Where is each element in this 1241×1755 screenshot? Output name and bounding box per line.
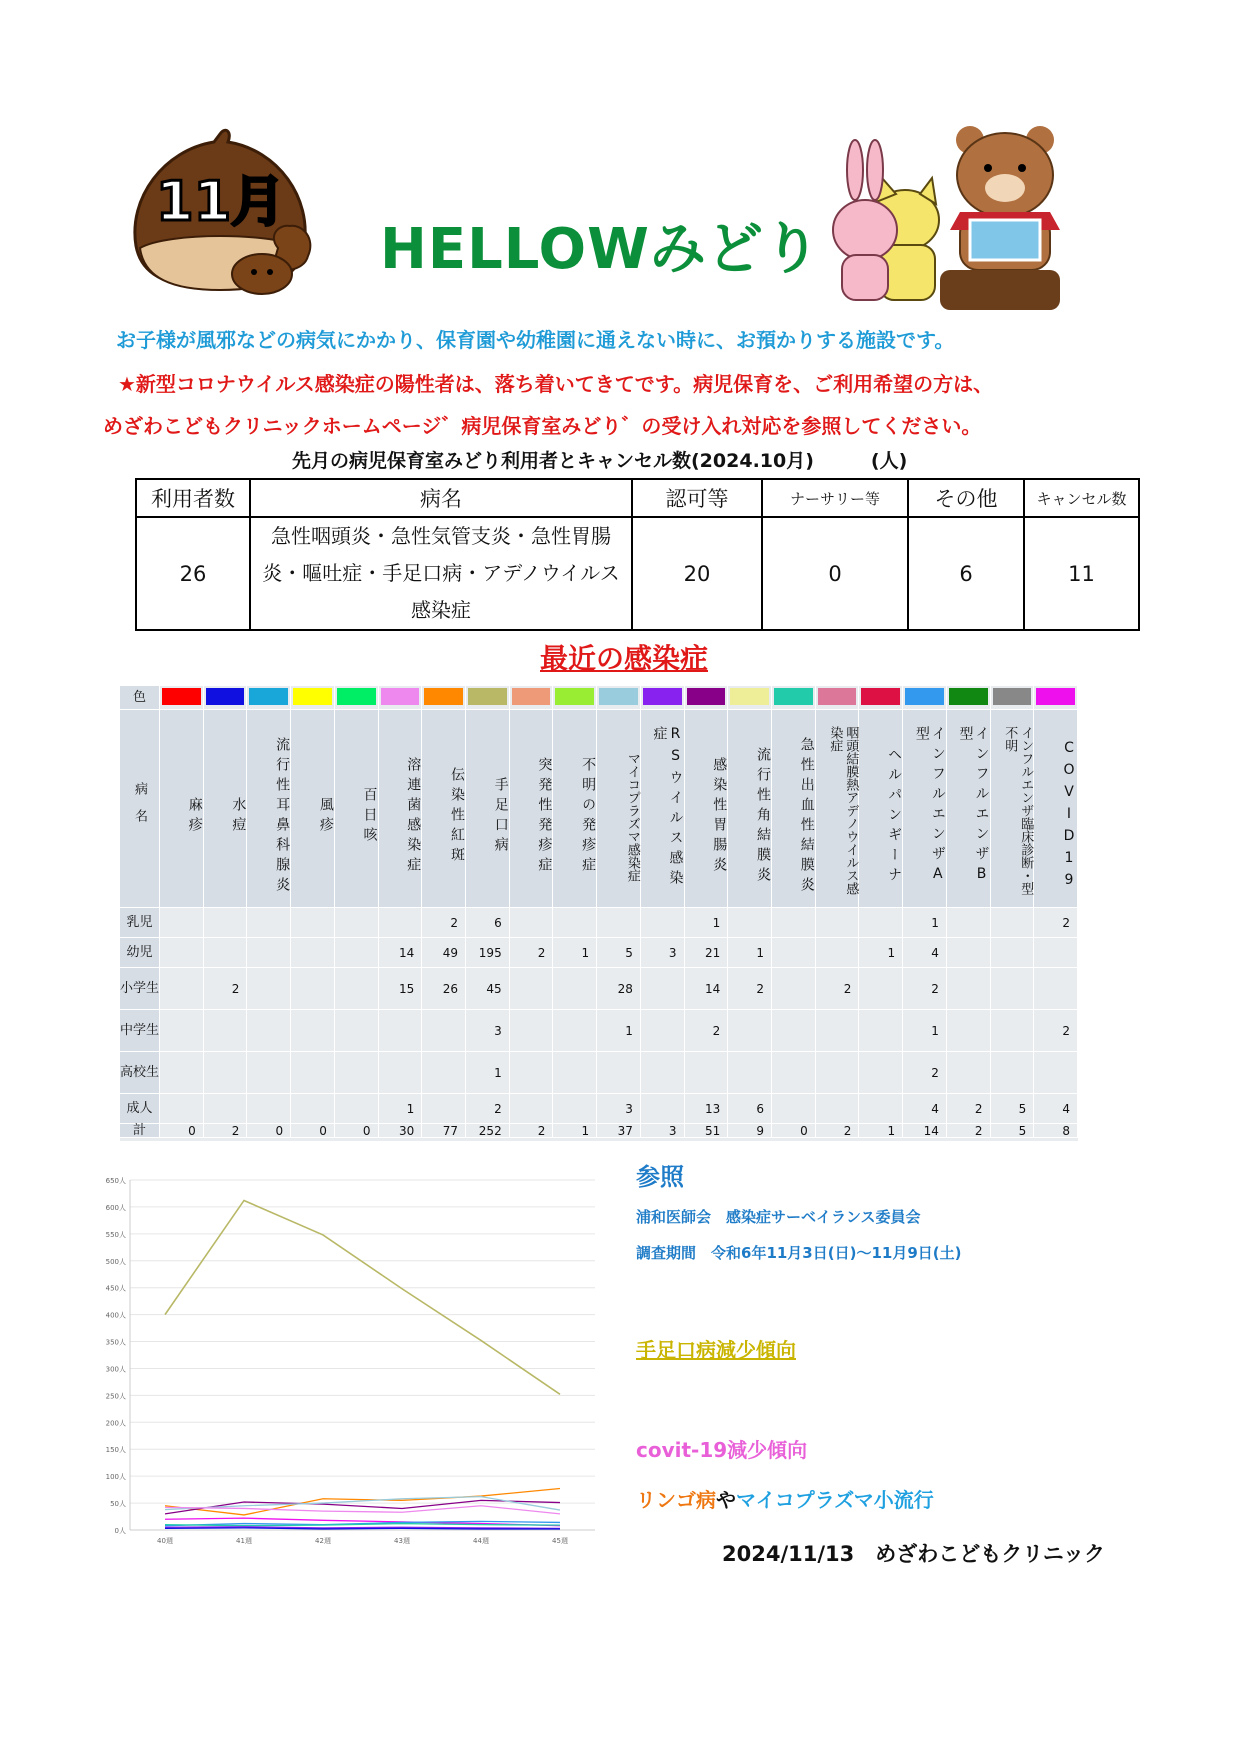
count-cell: 15	[379, 968, 423, 1010]
header-licensed: 認可等	[632, 479, 762, 517]
notice-facility: お子様が風邪などの病気にかかり、保育園や幼稚園に通えない時に、お預かりする施設です。	[116, 328, 955, 352]
age-group-label: 高校生	[120, 1052, 160, 1094]
swatch-fill	[468, 688, 507, 705]
count-cell: 1	[553, 1124, 597, 1138]
color-swatch	[772, 686, 816, 710]
count-cell: 5	[597, 938, 641, 968]
count-cell: 2	[1034, 1010, 1078, 1052]
count-cell: 2	[728, 968, 772, 1010]
disease-name: ヘルパンギーナ	[859, 710, 903, 908]
stats-title: 先月の病児保育室みどり利用者とキャンセル数(2024.10月) (人)	[292, 450, 908, 472]
disease-name: 突発性発疹症	[510, 710, 554, 908]
count-cell	[379, 908, 423, 938]
age-group-label: 幼児	[120, 938, 160, 968]
color-swatch	[510, 686, 554, 710]
count-cell	[422, 1052, 466, 1094]
count-cell	[247, 1094, 291, 1124]
count-cell	[160, 938, 204, 968]
disease-name: 急性出血性結膜炎	[772, 710, 816, 908]
count-cell	[641, 1094, 685, 1124]
count-cell	[204, 1094, 248, 1124]
month-badge: 11月	[156, 170, 286, 233]
count-cell	[859, 1010, 903, 1052]
disease-name: マイコプラズマ感染症	[597, 710, 641, 908]
trend-chart	[95, 1170, 605, 1560]
swatch-fill	[424, 688, 463, 705]
count-cell: 2	[1034, 908, 1078, 938]
count-cell: 1	[597, 1010, 641, 1052]
count-cell	[1034, 1052, 1078, 1094]
count-cell	[291, 1094, 335, 1124]
count-cell: 1	[903, 1010, 947, 1052]
count-cell	[991, 908, 1035, 938]
count-cell	[247, 938, 291, 968]
y-tick-label: 100人	[105, 1473, 126, 1482]
y-tick-label: 650人	[105, 1177, 126, 1185]
disease-name: 伝染性紅斑	[422, 710, 466, 908]
count-cell	[510, 1052, 554, 1094]
count-cell: 1	[859, 1124, 903, 1138]
count-cell: 1	[379, 1094, 423, 1124]
x-tick-label: 45週	[552, 1537, 568, 1545]
age-group-label: 小学生	[120, 968, 160, 1010]
count-cell	[991, 1010, 1035, 1052]
count-cell: 0	[335, 1124, 379, 1138]
disease-name: 流行性角結膜炎	[728, 710, 772, 908]
count-cell	[160, 908, 204, 938]
count-cell: 2	[903, 1052, 947, 1094]
disease-name: 手足口病	[466, 710, 510, 908]
color-swatch	[991, 686, 1035, 710]
swatch-fill	[599, 688, 638, 705]
y-tick-label: 500人	[105, 1257, 126, 1266]
nursery-count: 0	[762, 517, 908, 630]
count-cell: 252	[466, 1124, 510, 1138]
count-cell	[816, 938, 860, 968]
swatch-fill	[643, 688, 682, 705]
y-tick-label: 0人	[114, 1527, 126, 1535]
count-cell	[160, 1052, 204, 1094]
count-cell	[553, 1052, 597, 1094]
infection-grid	[120, 686, 1078, 1141]
count-cell	[772, 1010, 816, 1052]
y-tick-label: 550人	[105, 1230, 126, 1239]
count-cell	[641, 1010, 685, 1052]
count-cell	[859, 1052, 903, 1094]
count-cell: 0	[291, 1124, 335, 1138]
swatch-fill	[249, 688, 288, 705]
count-cell	[247, 968, 291, 1010]
count-cell	[816, 1010, 860, 1052]
swatch-fill	[206, 688, 245, 705]
count-cell	[991, 938, 1035, 968]
trend-covid: covit-19減少傾向	[636, 1438, 808, 1462]
color-swatch	[466, 686, 510, 710]
count-cell: 3	[466, 1010, 510, 1052]
series-line	[165, 1200, 560, 1394]
count-cell	[641, 1052, 685, 1094]
disease-name: 百日咳	[335, 710, 379, 908]
count-cell	[291, 1052, 335, 1094]
trend-apple-myco	[636, 1484, 934, 1513]
trend-myco: マイコプラズマ小流行	[736, 1488, 934, 1512]
count-cell	[641, 908, 685, 938]
reference-source: 浦和医師会 感染症サーベイランス委員会	[636, 1208, 921, 1226]
count-cell	[422, 1010, 466, 1052]
count-cell: 45	[466, 968, 510, 1010]
color-swatch	[947, 686, 991, 710]
disease-name: 咽頭結膜熱アデノウイルス感染症	[816, 710, 860, 908]
age-group-label: 乳児	[120, 908, 160, 938]
count-cell: 28	[597, 968, 641, 1010]
disease-name: インフルエンザA型	[903, 710, 947, 908]
x-tick-label: 43週	[394, 1537, 410, 1545]
swatch-fill	[337, 688, 376, 705]
count-cell: 1	[553, 938, 597, 968]
count-cell	[597, 1052, 641, 1094]
swatch-fill	[949, 688, 988, 705]
count-cell	[160, 968, 204, 1010]
count-cell	[728, 1052, 772, 1094]
count-cell	[947, 968, 991, 1010]
count-cell	[553, 1010, 597, 1052]
count-cell	[204, 908, 248, 938]
count-cell	[204, 1010, 248, 1052]
count-cell	[728, 908, 772, 938]
swatch-fill	[555, 688, 594, 705]
count-cell: 2	[510, 938, 554, 968]
count-cell: 5	[991, 1124, 1035, 1138]
color-swatch	[204, 686, 248, 710]
count-cell: 2	[204, 968, 248, 1010]
cancel-count: 11	[1024, 517, 1139, 630]
count-cell	[772, 938, 816, 968]
count-cell	[553, 1094, 597, 1124]
swatch-fill	[162, 688, 201, 705]
disease-name: 溶連菌感染症	[379, 710, 423, 908]
y-tick-label: 200人	[105, 1419, 126, 1428]
reference-heading: 参照	[636, 1163, 684, 1191]
count-cell: 2	[685, 1010, 729, 1052]
count-cell: 3	[597, 1094, 641, 1124]
y-tick-label: 150人	[105, 1446, 126, 1455]
count-cell: 4	[1034, 1094, 1078, 1124]
age-group-label: 中学生	[120, 1010, 160, 1052]
count-cell: 6	[728, 1094, 772, 1124]
color-swatch	[641, 686, 685, 710]
count-cell	[947, 908, 991, 938]
age-group-label: 計	[120, 1124, 160, 1138]
count-cell: 0	[772, 1124, 816, 1138]
count-cell	[335, 968, 379, 1010]
color-swatch	[903, 686, 947, 710]
count-cell	[160, 1094, 204, 1124]
color-swatch	[291, 686, 335, 710]
swatch-fill	[861, 688, 900, 705]
count-cell	[422, 1094, 466, 1124]
color-swatch	[859, 686, 903, 710]
color-swatch	[160, 686, 204, 710]
count-cell: 6	[466, 908, 510, 938]
count-cell	[728, 1010, 772, 1052]
header-disease: 病名	[250, 479, 632, 517]
color-swatch	[597, 686, 641, 710]
count-cell: 3	[641, 1124, 685, 1138]
count-cell	[816, 908, 860, 938]
notice-covid: ★新型コロナウイルス感染症の陽性者は、落ち着いてきてです。病児保育を、ご利用希望の方は、	[118, 372, 994, 396]
header-cancel: キャンセル数	[1024, 479, 1139, 517]
count-cell	[553, 968, 597, 1010]
y-tick-label: 300人	[105, 1365, 126, 1374]
y-tick-label: 600人	[105, 1203, 126, 1212]
chestnut-illustration	[128, 128, 316, 300]
count-cell	[1034, 968, 1078, 1010]
count-cell: 2	[510, 1124, 554, 1138]
count-cell: 37	[597, 1124, 641, 1138]
x-tick-label: 42週	[315, 1537, 331, 1545]
count-cell: 14	[379, 938, 423, 968]
count-cell: 14	[903, 1124, 947, 1138]
swatch-fill	[905, 688, 944, 705]
header-other: その他	[908, 479, 1024, 517]
count-cell	[510, 968, 554, 1010]
series-line	[165, 1489, 560, 1515]
disease-name: 感染性胃腸炎	[685, 710, 729, 908]
x-tick-label: 40週	[157, 1537, 173, 1545]
count-cell: 49	[422, 938, 466, 968]
count-cell	[204, 938, 248, 968]
count-cell: 2	[422, 908, 466, 938]
x-tick-label: 41週	[236, 1537, 252, 1545]
count-cell: 13	[685, 1094, 729, 1124]
reference-period: 調査期間 令和6年11月3日(日)～11月9日(土)	[636, 1244, 962, 1262]
count-cell	[947, 1052, 991, 1094]
color-swatch	[335, 686, 379, 710]
swatch-fill	[512, 688, 551, 705]
disease-name: 風疹	[291, 710, 335, 908]
count-cell: 26	[422, 968, 466, 1010]
count-cell	[335, 1094, 379, 1124]
newsletter-title: HELLOWみどり	[380, 217, 821, 282]
count-cell	[816, 1052, 860, 1094]
disease-name: 流行性耳鼻科腺炎	[247, 710, 291, 908]
count-cell	[641, 968, 685, 1010]
color-swatch	[1034, 686, 1078, 710]
count-cell	[772, 968, 816, 1010]
disease-name: 麻疹	[160, 710, 204, 908]
y-tick-label: 350人	[105, 1338, 126, 1347]
count-cell: 4	[903, 1094, 947, 1124]
trend-apple: リンゴ病	[636, 1488, 716, 1512]
count-cell: 1	[466, 1052, 510, 1094]
count-cell: 2	[903, 968, 947, 1010]
swatch-fill	[293, 688, 332, 705]
count-cell: 30	[379, 1124, 423, 1138]
count-cell	[247, 1052, 291, 1094]
count-cell: 195	[466, 938, 510, 968]
count-cell	[991, 968, 1035, 1010]
count-cell: 1	[859, 938, 903, 968]
y-tick-label: 50人	[110, 1500, 126, 1509]
count-cell	[1034, 938, 1078, 968]
recent-infections-title: 最近の感染症	[540, 642, 709, 675]
swatch-fill	[1036, 688, 1075, 705]
count-cell: 8	[1034, 1124, 1078, 1138]
count-cell	[291, 908, 335, 938]
count-cell	[947, 938, 991, 968]
users-count: 26	[136, 517, 250, 630]
count-cell	[335, 1010, 379, 1052]
footer-date-clinic: 2024/11/13 めざわこどもクリニック	[722, 1542, 1105, 1566]
swatch-fill	[381, 688, 420, 705]
count-cell	[335, 908, 379, 938]
color-swatch	[379, 686, 423, 710]
swatch-fill	[730, 688, 769, 705]
count-cell	[335, 1052, 379, 1094]
count-cell	[772, 1052, 816, 1094]
count-cell	[772, 1094, 816, 1124]
licensed-count: 20	[632, 517, 762, 630]
count-cell: 2	[947, 1124, 991, 1138]
count-cell	[597, 908, 641, 938]
count-cell	[291, 1010, 335, 1052]
color-swatch	[728, 686, 772, 710]
count-cell: 2	[466, 1094, 510, 1124]
disease-list: 急性咽頭炎・急性気管支炎・急性胃腸炎・嘔吐症・手足口病・アデノウイルス感染症	[250, 517, 632, 630]
count-cell: 1	[728, 938, 772, 968]
trend-ya: や	[716, 1488, 736, 1512]
age-group-label: 成人	[120, 1094, 160, 1124]
other-count: 6	[908, 517, 1024, 630]
count-cell	[859, 908, 903, 938]
count-cell	[291, 968, 335, 1010]
count-cell: 0	[247, 1124, 291, 1138]
count-cell: 9	[728, 1124, 772, 1138]
swatch-fill	[774, 688, 813, 705]
disease-name: RSウイルス感染症	[641, 710, 685, 908]
disease-name: 水痘	[204, 710, 248, 908]
header-users: 利用者数	[136, 479, 250, 517]
count-cell: 51	[685, 1124, 729, 1138]
swatch-fill	[993, 688, 1032, 705]
count-cell	[291, 938, 335, 968]
count-cell: 1	[903, 908, 947, 938]
animals-illustration	[820, 120, 1090, 320]
x-tick-label: 44週	[473, 1537, 489, 1545]
color-swatch	[553, 686, 597, 710]
count-cell: 2	[947, 1094, 991, 1124]
y-tick-label: 450人	[105, 1284, 126, 1293]
count-cell: 2	[816, 1124, 860, 1138]
count-cell	[160, 1010, 204, 1052]
count-cell: 0	[160, 1124, 204, 1138]
count-cell: 2	[816, 968, 860, 1010]
count-cell	[553, 908, 597, 938]
color-swatch	[685, 686, 729, 710]
count-cell	[772, 908, 816, 938]
disease-name: COVID19	[1034, 710, 1078, 908]
disease-row-label: 病名	[120, 710, 160, 908]
count-cell: 14	[685, 968, 729, 1010]
count-cell: 3	[641, 938, 685, 968]
trend-hfmd: 手足口病減少傾向	[636, 1338, 796, 1362]
count-cell	[991, 1052, 1035, 1094]
color-swatch	[247, 686, 291, 710]
count-cell	[247, 908, 291, 938]
color-row-label: 色	[120, 686, 160, 710]
count-cell	[335, 938, 379, 968]
count-cell	[816, 1094, 860, 1124]
count-cell: 4	[903, 938, 947, 968]
count-cell: 21	[685, 938, 729, 968]
color-swatch	[816, 686, 860, 710]
count-cell: 2	[204, 1124, 248, 1138]
count-cell	[379, 1052, 423, 1094]
header-nursery: ナーサリー等	[762, 479, 908, 517]
y-tick-label: 400人	[105, 1311, 126, 1320]
color-swatch	[422, 686, 466, 710]
swatch-fill	[687, 688, 726, 705]
count-cell: 1	[685, 908, 729, 938]
notice-homepage: めざわこどもクリニックホームページ゛病児保育室みどり゛の受け入れ対応を参照してください。	[103, 414, 982, 438]
disease-name: 不明の発疹症	[553, 710, 597, 908]
y-tick-label: 250人	[105, 1392, 126, 1401]
count-cell: 5	[991, 1094, 1035, 1124]
count-cell	[859, 1094, 903, 1124]
count-cell	[510, 908, 554, 938]
swatch-fill	[818, 688, 857, 705]
usage-table	[135, 478, 1140, 631]
count-cell	[947, 1010, 991, 1052]
count-cell	[685, 1052, 729, 1094]
disease-name: インフルエンザB型	[947, 710, 991, 908]
disease-name: インフルエンザ臨床診断・型不明	[991, 710, 1035, 908]
count-cell	[859, 968, 903, 1010]
count-cell	[510, 1094, 554, 1124]
count-cell: 77	[422, 1124, 466, 1138]
count-cell	[247, 1010, 291, 1052]
count-cell	[379, 1010, 423, 1052]
count-cell	[204, 1052, 248, 1094]
count-cell	[510, 1010, 554, 1052]
